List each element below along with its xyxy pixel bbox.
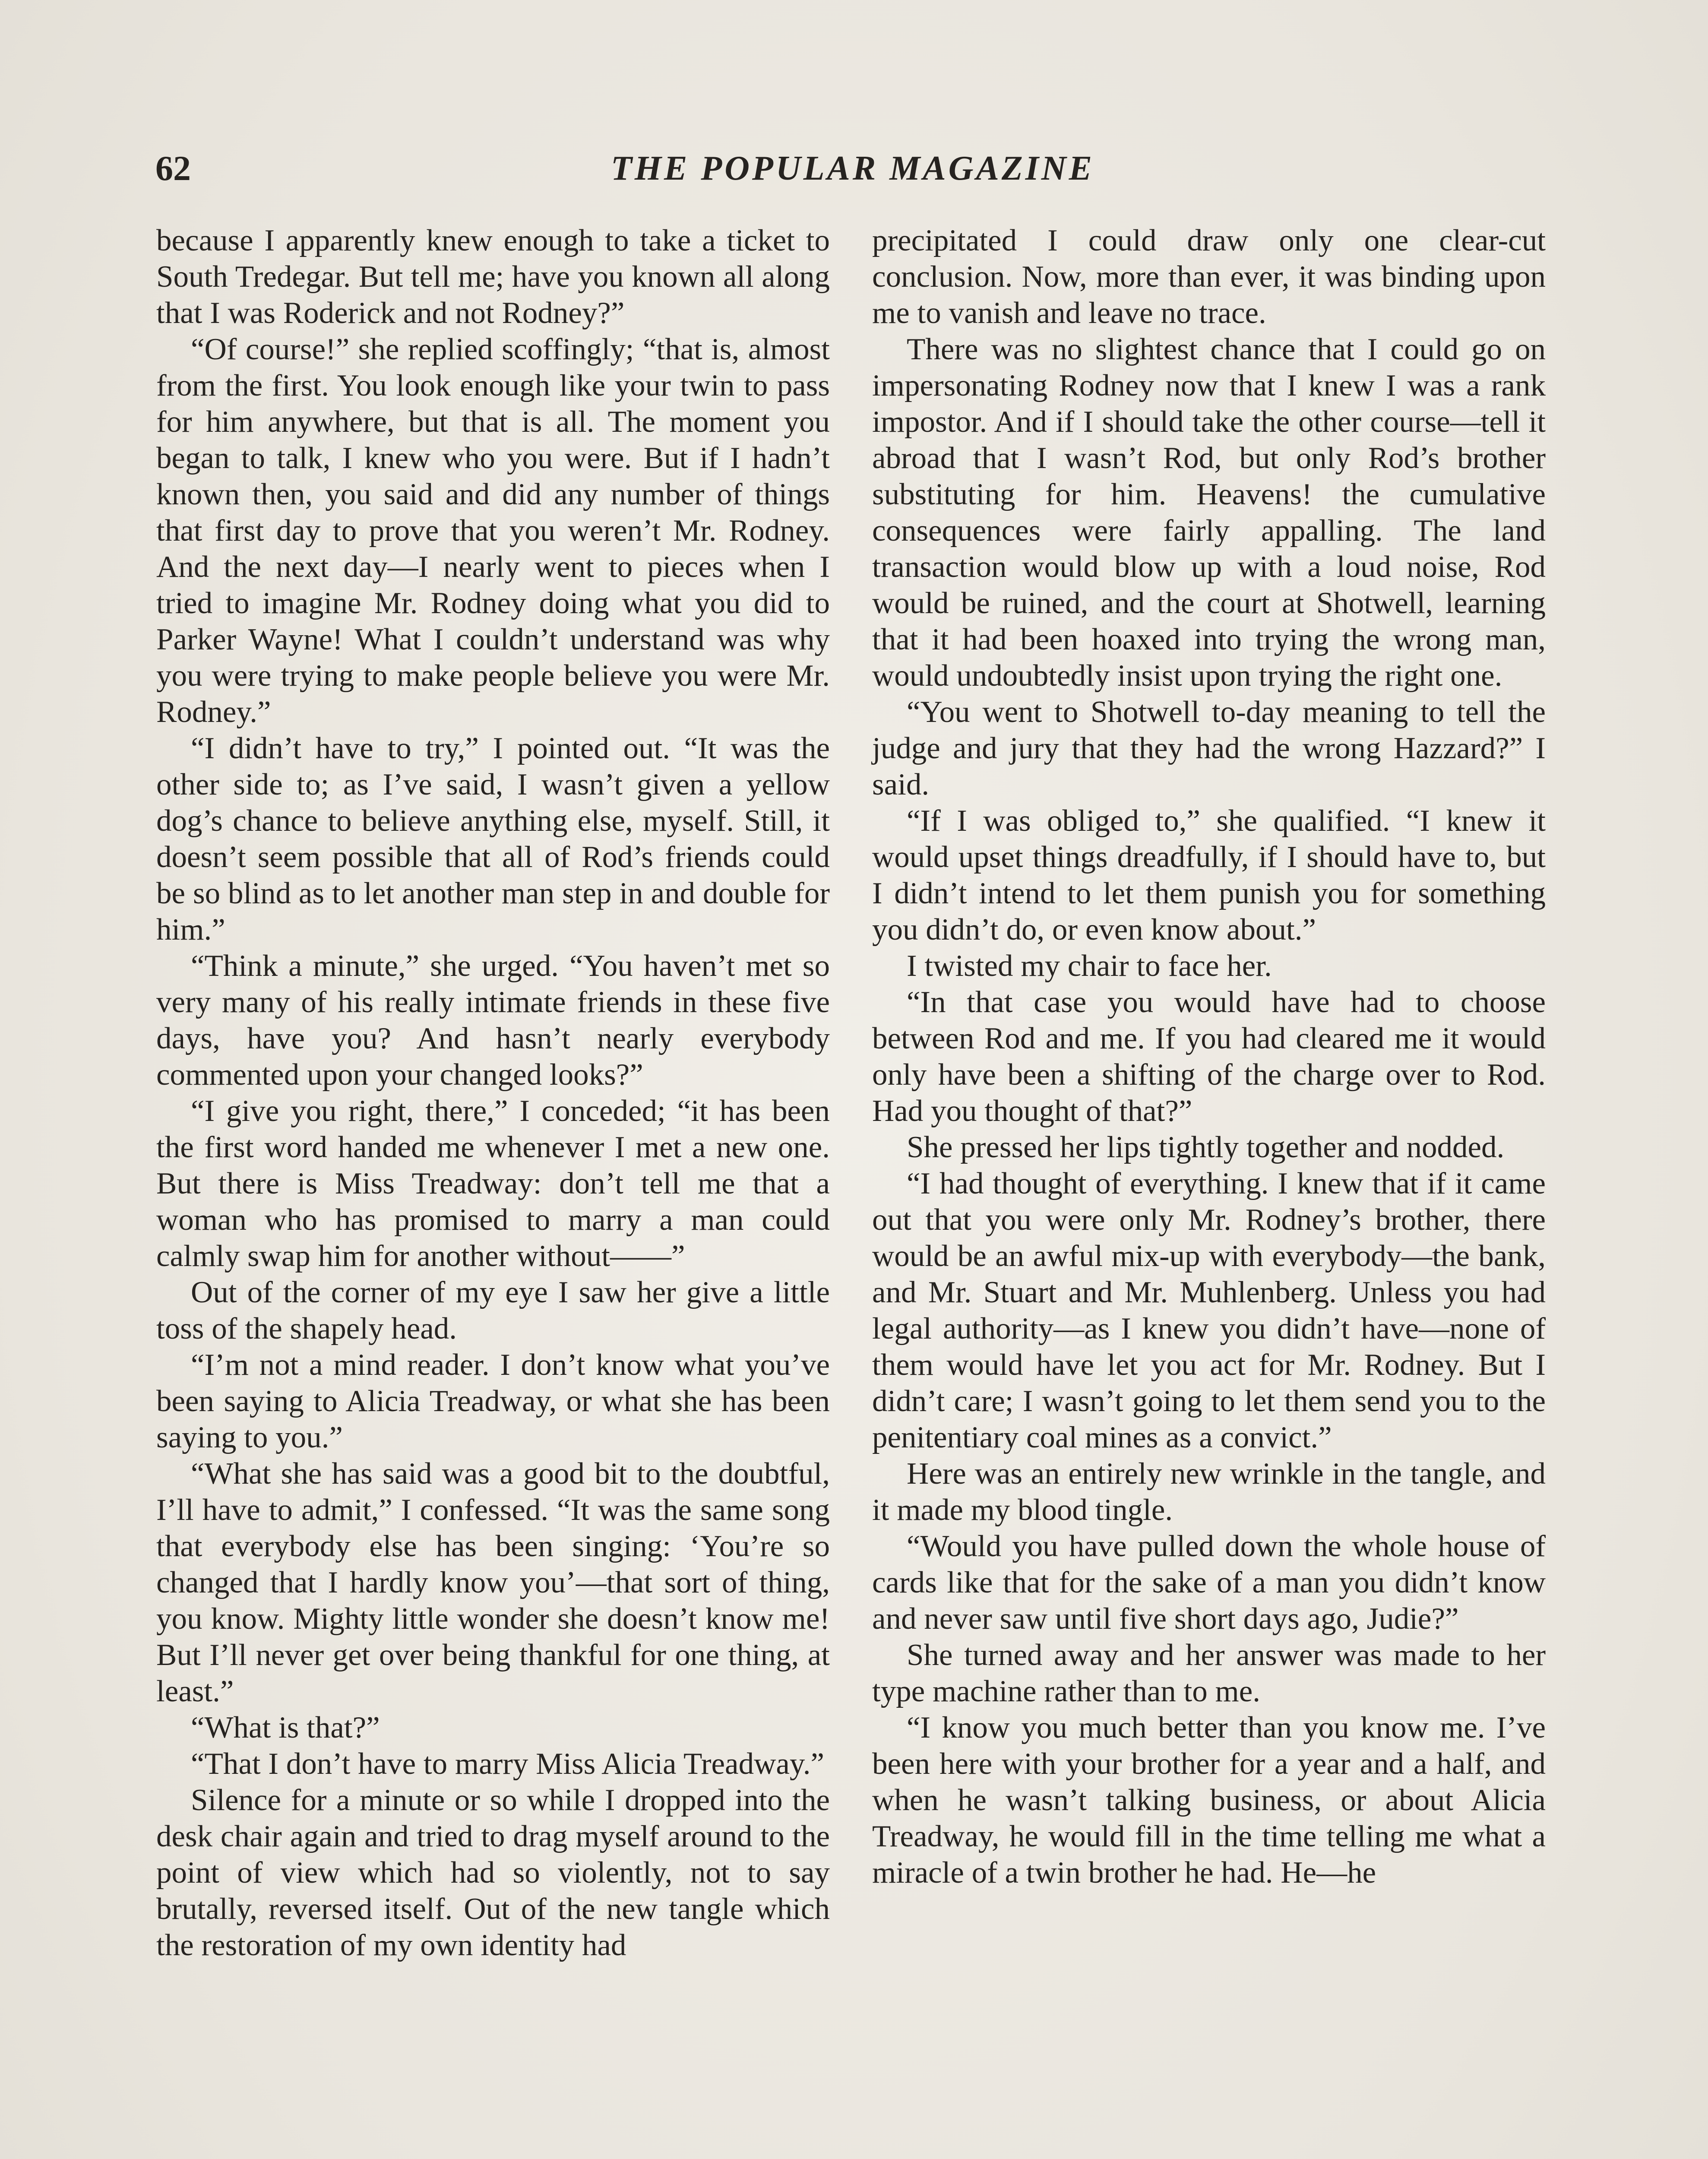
paragraph: “That I don’t have to marry Miss Alicia Treadway.” [191,1747,825,1781]
paragraph: “I know you much better than you know me. I’ve been here with your brother for a year and a half, and when he wasn’t talking business, or about Alicia Treadway, he would fill in the time telling me what a miracle of a twin brother he had. He—he [872,1711,1546,1890]
paragraph: because I apparently knew enough to take a ticket to South Tredegar. But tell me; have you known all along that I was Roderick and not Rodney?” [156,224,830,330]
paragraph: “You went to Shotwell to-day meaning to tell the judge and jury that they had the wrong Hazzard?” I said. [872,695,1546,801]
page-header [155,142,1550,194]
paragraph: “Of course!” she replied scoffingly; “that is, almost from the first. You look enough like your twin to pass for him anywhere, but that is all. The moment you began to talk, I knew who you were. But if I hadn’t known then, you said and did any number of things that first day to prove that you weren’t Mr. Rodney. And the next day—I nearly went to pieces when I tried to imagine Mr. Rodney doing what you did to Parker Wayne! What I couldn’t understand was why you were trying to make people believe you were Mr. Rodney.” [156,332,830,729]
paragraph: “What is that?” [191,1711,380,1744]
paragraph: “I didn’t have to try,” I pointed out. “It was the other side to; as I’ve said, I wasn’t given a yellow dog’s chance to believe anything else, myself. Still, it doesn’t seem possible that all of Rod’s friends could be so blind as to let another man step in and double for him.” [156,731,830,947]
paragraph: She pressed her lips tightly together and nodded. [907,1130,1505,1164]
paragraph: “I had thought of everything. I knew that if it came out that you were only Mr. Rodney’s brother, there would be an awful mix-up with everybody—the bank, and Mr. Stuart and Mr. Muhlenberg. Unless you had legal authority—as I knew you didn’t have—none of them would have let you act for Mr. Rodney. But I didn’t care; I wasn’t going to let them send you to the penitentiary coal mines as a convict.” [872,1167,1546,1454]
paragraph: “In that case you would have had to choose between Rod and me. If you had cleared me it would only have been a shifting of the charge over to Rod. Had you thought of that?” [872,985,1546,1128]
paragraph: “Would you have pulled down the whole house of cards like that for the sake of a man you didn’t know and never saw until five short days ago, Judie?” [872,1529,1546,1636]
paragraph: Silence for a minute or so while I dropped into the desk chair again and tried to drag myself around to the point of view which had so violently, not to say brutally, reversed itself. Out of the new tangle which the restoration of my own identity had [156,1783,830,1962]
paragraph: “Think a minute,” she urged. “You haven’t met so very many of his really intimate friends in these five days, have you? And hasn’t nearly everybody commented upon your changed looks?” [156,949,830,1092]
paragraph: “What she has said was a good bit to the doubtful, I’ll have to admit,” I confessed. “It was the same song that everybody else has been singing: ‘You’re so changed that I hardly know you’—that sort of thing, you know. Mighty little wonder she doesn’t know me! But I’ll never get over being thankful for one thing, at least.” [156,1457,830,1708]
page-number: 62 [155,149,191,188]
running-title: THE POPULAR MAGAZINE [610,149,1095,187]
paragraph: Out of the corner of my eye I saw her give a little toss of the shapely head. [156,1276,830,1345]
paragraph: precipitated I could draw only one clear-cut conclusion. Now, more than ever, it was binding upon me to vanish and leave no trace. [872,224,1546,330]
paragraph: “If I was obliged to,” she qualified. “I knew it would upset things dreadfully, if I should have to, but I didn’t intend to let them punish you for something you didn’t do, or even know about.” [872,804,1546,947]
left-column [156,222,830,2159]
paragraph: I twisted my chair to face her. [907,949,1272,983]
paragraph: She turned away and her answer was made to her type machine rather than to me. [872,1638,1546,1708]
right-column [872,222,1546,2159]
paragraph: Here was an entirely new wrinkle in the tangle, and it made my blood tingle. [872,1457,1546,1527]
paragraph: “I give you right, there,” I conceded; “it has been the first word handed me whenever I met a new one. But there is Miss Treadway: don’t tell me that a woman who has promised to marry a man could calmly swap him for another without——” [156,1094,830,1273]
paragraph: There was no slightest chance that I could go on impersonating Rodney now that I knew I was a rank impostor. And if I should take the other course—tell it abroad that I wasn’t Rod, but only Rod’s brother substituting for him. Heavens! the cumulative consequences were fairly appalling. The land transaction would blow up with a loud noise, Rod would be ruined, and the court at Shotwell, learning that it had been hoaxed into trying the wrong man, would undoubtedly insist upon trying the right one. [872,332,1546,693]
paragraph: “I’m not a mind reader. I don’t know what you’ve been saying to Alicia Treadway, or what she has been saying to you.” [156,1348,830,1454]
